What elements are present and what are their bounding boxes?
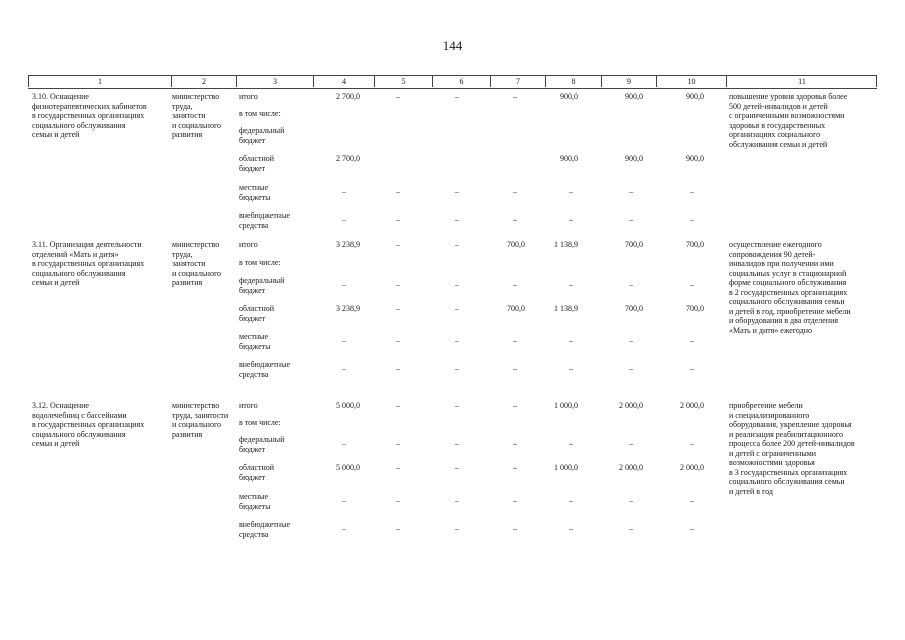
amount-value: 5 000,0 (336, 401, 360, 410)
funding-source-label: в том числе: (239, 258, 281, 267)
header-cell-11: 11 (726, 76, 877, 87)
measure-cell: 3.12. Оснащение водолечебниц с бассейнами в государственных организациях социального обслуживания семьи и детей (32, 401, 145, 448)
empty-value-dash: – (396, 92, 400, 101)
amount-value: 3 238,9 (336, 240, 360, 249)
empty-value-dash: – (396, 215, 400, 224)
empty-value-dash: – (513, 524, 517, 533)
empty-value-dash: – (455, 304, 459, 313)
funding-source-label: итого (239, 240, 258, 249)
header-cell-5: 5 (374, 76, 432, 87)
empty-value-dash: – (455, 187, 459, 196)
empty-value-dash: – (396, 401, 400, 410)
header-cell-6: 6 (432, 76, 490, 87)
amount-value: 3 238,9 (336, 304, 360, 313)
empty-value-dash: – (342, 496, 346, 505)
empty-value-dash: – (513, 92, 517, 101)
empty-value-dash: – (513, 364, 517, 373)
funding-source-label: итого (239, 92, 258, 101)
funding-source-label: итого (239, 401, 258, 410)
empty-value-dash: – (629, 439, 633, 448)
empty-value-dash: – (396, 524, 400, 533)
header-cell-2: 2 (171, 76, 236, 87)
funding-source-label: внебюджетные средства (239, 520, 290, 539)
header-cell-7: 7 (490, 76, 545, 87)
amount-value: 5 000,0 (336, 463, 360, 472)
funding-source-label: внебюджетные средства (239, 360, 290, 379)
empty-value-dash: – (513, 496, 517, 505)
empty-value-dash: – (569, 364, 573, 373)
executor-cell: министерство труда, занятости и социального развития (172, 92, 222, 139)
empty-value-dash: – (690, 364, 694, 373)
table-header (28, 75, 877, 89)
funding-source-label: областной бюджет (239, 154, 275, 173)
empty-value-dash: – (342, 524, 346, 533)
empty-value-dash: – (396, 496, 400, 505)
empty-value-dash: – (455, 336, 459, 345)
empty-value-dash: – (455, 439, 459, 448)
empty-value-dash: – (569, 439, 573, 448)
empty-value-dash: – (342, 187, 346, 196)
page-number: 144 (442, 38, 463, 53)
empty-value-dash: – (513, 215, 517, 224)
empty-value-dash: – (455, 463, 459, 472)
empty-value-dash: – (396, 187, 400, 196)
empty-value-dash: – (455, 215, 459, 224)
amount-value: 1 138,9 (554, 304, 578, 313)
amount-value: 700,0 (686, 240, 704, 249)
empty-value-dash: – (629, 336, 633, 345)
amount-value: 1 138,9 (554, 240, 578, 249)
amount-value: 700,0 (625, 240, 643, 249)
funding-source-label: федеральный бюджет (239, 435, 285, 454)
empty-value-dash: – (690, 496, 694, 505)
amount-value: 900,0 (560, 154, 578, 163)
empty-value-dash: – (455, 496, 459, 505)
amount-value: 2 000,0 (680, 463, 704, 472)
amount-value: 700,0 (507, 304, 525, 313)
funding-source-label: областной бюджет (239, 304, 275, 323)
empty-value-dash: – (513, 187, 517, 196)
executor-cell: министерство труда, занятости и социального развития (172, 240, 222, 287)
empty-value-dash: – (396, 280, 400, 289)
measure-cell: 3.11. Организация деятельности отделений «Мать и дитя» в государственных организациях социального обслуживания семьи и детей (32, 240, 145, 287)
empty-value-dash: – (629, 187, 633, 196)
empty-value-dash: – (690, 280, 694, 289)
empty-value-dash: – (455, 92, 459, 101)
empty-value-dash: – (690, 439, 694, 448)
header-cell-9: 9 (601, 76, 656, 87)
amount-value: 900,0 (560, 92, 578, 101)
empty-value-dash: – (396, 304, 400, 313)
empty-value-dash: – (342, 364, 346, 373)
header-cell-10: 10 (656, 76, 726, 87)
header-cell-3: 3 (236, 76, 313, 87)
empty-value-dash: – (629, 215, 633, 224)
funding-source-label: местные бюджеты (239, 332, 271, 351)
empty-value-dash: – (690, 524, 694, 533)
empty-value-dash: – (569, 215, 573, 224)
empty-value-dash: – (513, 280, 517, 289)
empty-value-dash: – (569, 336, 573, 345)
empty-value-dash: – (690, 215, 694, 224)
empty-value-dash: – (690, 336, 694, 345)
empty-value-dash: – (342, 280, 346, 289)
result-cell: повышение уровня здоровья более 500 детей-инвалидов и детей с ограниченными возможностями здоровья в государственных организациях социального обслуживания семьи и детей (729, 92, 848, 149)
empty-value-dash: – (569, 496, 573, 505)
funding-source-label: в том числе: (239, 109, 281, 118)
amount-value: 900,0 (686, 154, 704, 163)
amount-value: 900,0 (625, 154, 643, 163)
funding-source-label: местные бюджеты (239, 183, 271, 202)
amount-value: 700,0 (686, 304, 704, 313)
empty-value-dash: – (455, 524, 459, 533)
measure-cell: 3.10. Оснащение физиотерапевтических кабинетов в государственных организациях социального обслуживания семьи и детей (32, 92, 147, 139)
amount-value: 2 000,0 (619, 401, 643, 410)
amount-value: 2 000,0 (619, 463, 643, 472)
empty-value-dash: – (455, 401, 459, 410)
funding-source-label: в том числе: (239, 418, 281, 427)
amount-value: 1 000,0 (554, 401, 578, 410)
funding-source-label: внебюджетные средства (239, 211, 290, 230)
header-cell-4: 4 (313, 76, 374, 87)
empty-value-dash: – (513, 439, 517, 448)
amount-value: 700,0 (625, 304, 643, 313)
empty-value-dash: – (396, 240, 400, 249)
empty-value-dash: – (569, 187, 573, 196)
amount-value: 1 000,0 (554, 463, 578, 472)
empty-value-dash: – (396, 336, 400, 345)
empty-value-dash: – (396, 463, 400, 472)
empty-value-dash: – (342, 336, 346, 345)
result-cell: осуществление ежегодного сопровождения 90 детей- инвалидов при получении ими социальных услуг в стационарной форме социального обслуживания в 2 государственных организациях социального обслуживания семьи и детей в год, приобретение мебели и оборудования в два отделения «Мать и дитя» ежегодно (729, 240, 851, 335)
empty-value-dash: – (629, 364, 633, 373)
empty-value-dash: – (569, 524, 573, 533)
amount-value: 700,0 (507, 240, 525, 249)
amount-value: 2 000,0 (680, 401, 704, 410)
empty-value-dash: – (513, 463, 517, 472)
result-cell: приобретение мебели и специализированного оборудования, укрепление здоровья и реализация реабилитационного процесса более 200 детей-инвалидов и детей с ограниченными возможностями здоровья в 3 государственных организациях социального обслуживания семьи и детей в год (729, 401, 855, 496)
empty-value-dash: – (396, 364, 400, 373)
funding-source-label: федеральный бюджет (239, 126, 285, 145)
header-cell-1: 1 (28, 76, 171, 87)
header-cell-8: 8 (545, 76, 601, 87)
funding-source-label: федеральный бюджет (239, 276, 285, 295)
empty-value-dash: – (629, 496, 633, 505)
empty-value-dash: – (629, 280, 633, 289)
empty-value-dash: – (455, 280, 459, 289)
amount-value: 2 700,0 (336, 154, 360, 163)
empty-value-dash: – (342, 439, 346, 448)
empty-value-dash: – (342, 215, 346, 224)
empty-value-dash: – (569, 280, 573, 289)
empty-value-dash: – (690, 187, 694, 196)
funding-source-label: местные бюджеты (239, 492, 271, 511)
empty-value-dash: – (513, 336, 517, 345)
amount-value: 900,0 (686, 92, 704, 101)
empty-value-dash: – (629, 524, 633, 533)
amount-value: 900,0 (625, 92, 643, 101)
funding-source-label: областной бюджет (239, 463, 275, 482)
amount-value: 2 700,0 (336, 92, 360, 101)
empty-value-dash: – (513, 401, 517, 410)
empty-value-dash: – (455, 240, 459, 249)
executor-cell: министерство труда, занятости и социального развития (172, 401, 229, 439)
empty-value-dash: – (455, 364, 459, 373)
empty-value-dash: – (396, 439, 400, 448)
